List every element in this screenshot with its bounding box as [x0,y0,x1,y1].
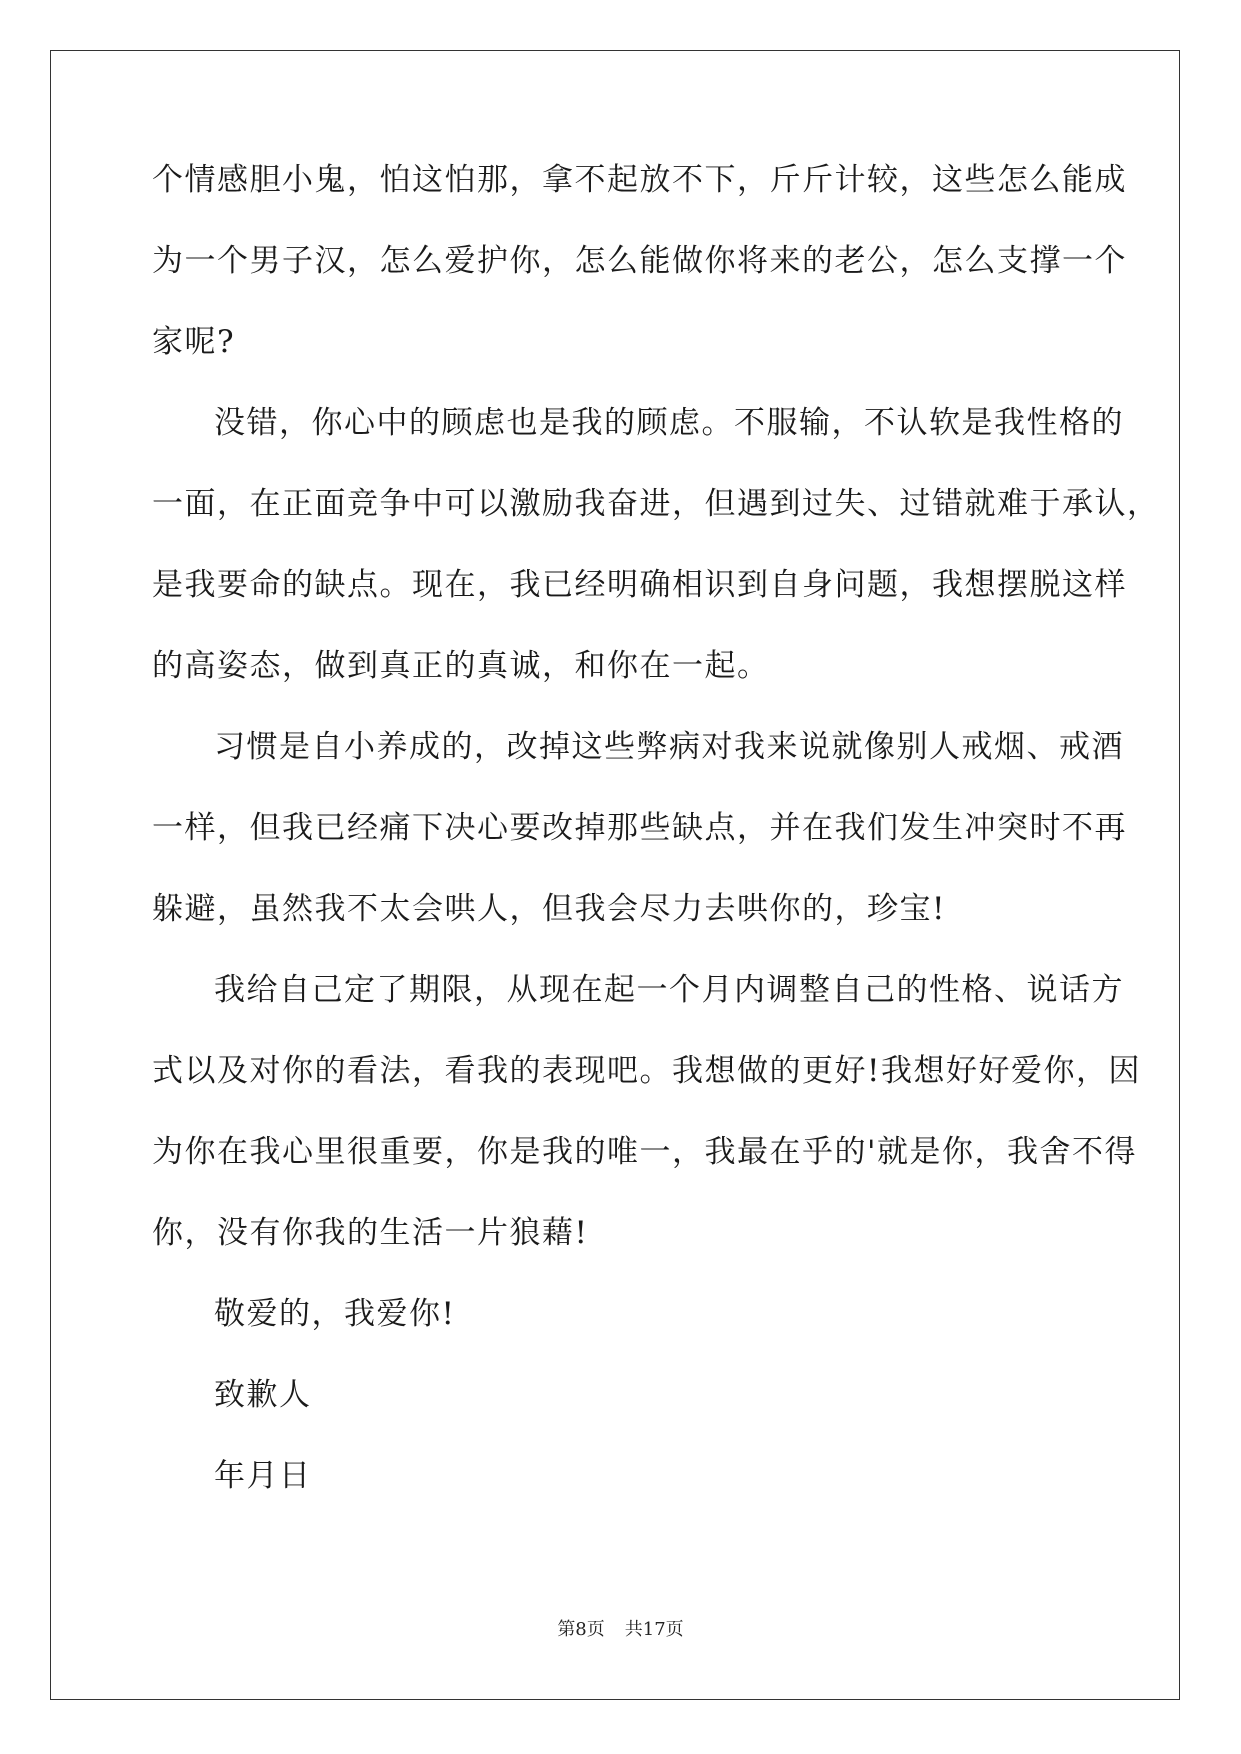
text-line: 你，没有你我的生活一片狼藉! [152,1215,589,1251]
text-line: 为一个男子汉，怎么爱护你，怎么能做你将来的老公，怎么支撑一个 [152,243,1127,279]
text-line: 家呢? [152,324,236,360]
text-line: 的高姿态，做到真正的真诚，和你在一起。 [152,648,770,684]
date-line: 年月日 [214,1458,312,1494]
document-body [152,160,1160,1537]
text-line: 没错，你心中的顾虑也是我的顾虑。不服输，不认软是我性格的 [214,405,1124,441]
text-line: 为你在我心里很重要，你是我的唯一，我最在乎的'就是你，我舍不得 [152,1134,1138,1170]
text-line: 一面，在正面竞争中可以激励我奋进，但遇到过失、过错就难于承认， [152,486,1160,522]
text-line: 一样，但我已经痛下决心要改掉那些缺点，并在我们发生冲突时不再 [152,810,1127,846]
current-page-number: 第8页 [557,1619,605,1640]
text-line: 个情感胆小鬼，怕这怕那，拿不起放不下，斤斤计较，这些怎么能成 [152,162,1127,198]
text-line: 是我要命的缺点。现在，我已经明确相识到自身问题，我想摆脱这样 [152,567,1127,603]
page-footer [0,1615,1241,1641]
closing-line: 敬爱的，我爱你! [214,1296,456,1332]
text-line: 我给自己定了期限，从现在起一个月内调整自己的性格、说话方 [214,972,1124,1008]
text-line: 式以及对你的看法，看我的表现吧。我想做的更好!我想好好爱你，因 [152,1053,1141,1089]
total-page-count: 共17页 [624,1619,684,1640]
text-line: 习惯是自小养成的，改掉这些弊病对我来说就像别人戒烟、戒酒 [214,729,1124,765]
text-line: 躲避，虽然我不太会哄人，但我会尽力去哄你的，珍宝! [152,891,946,927]
signature-line: 致歉人 [214,1377,312,1413]
